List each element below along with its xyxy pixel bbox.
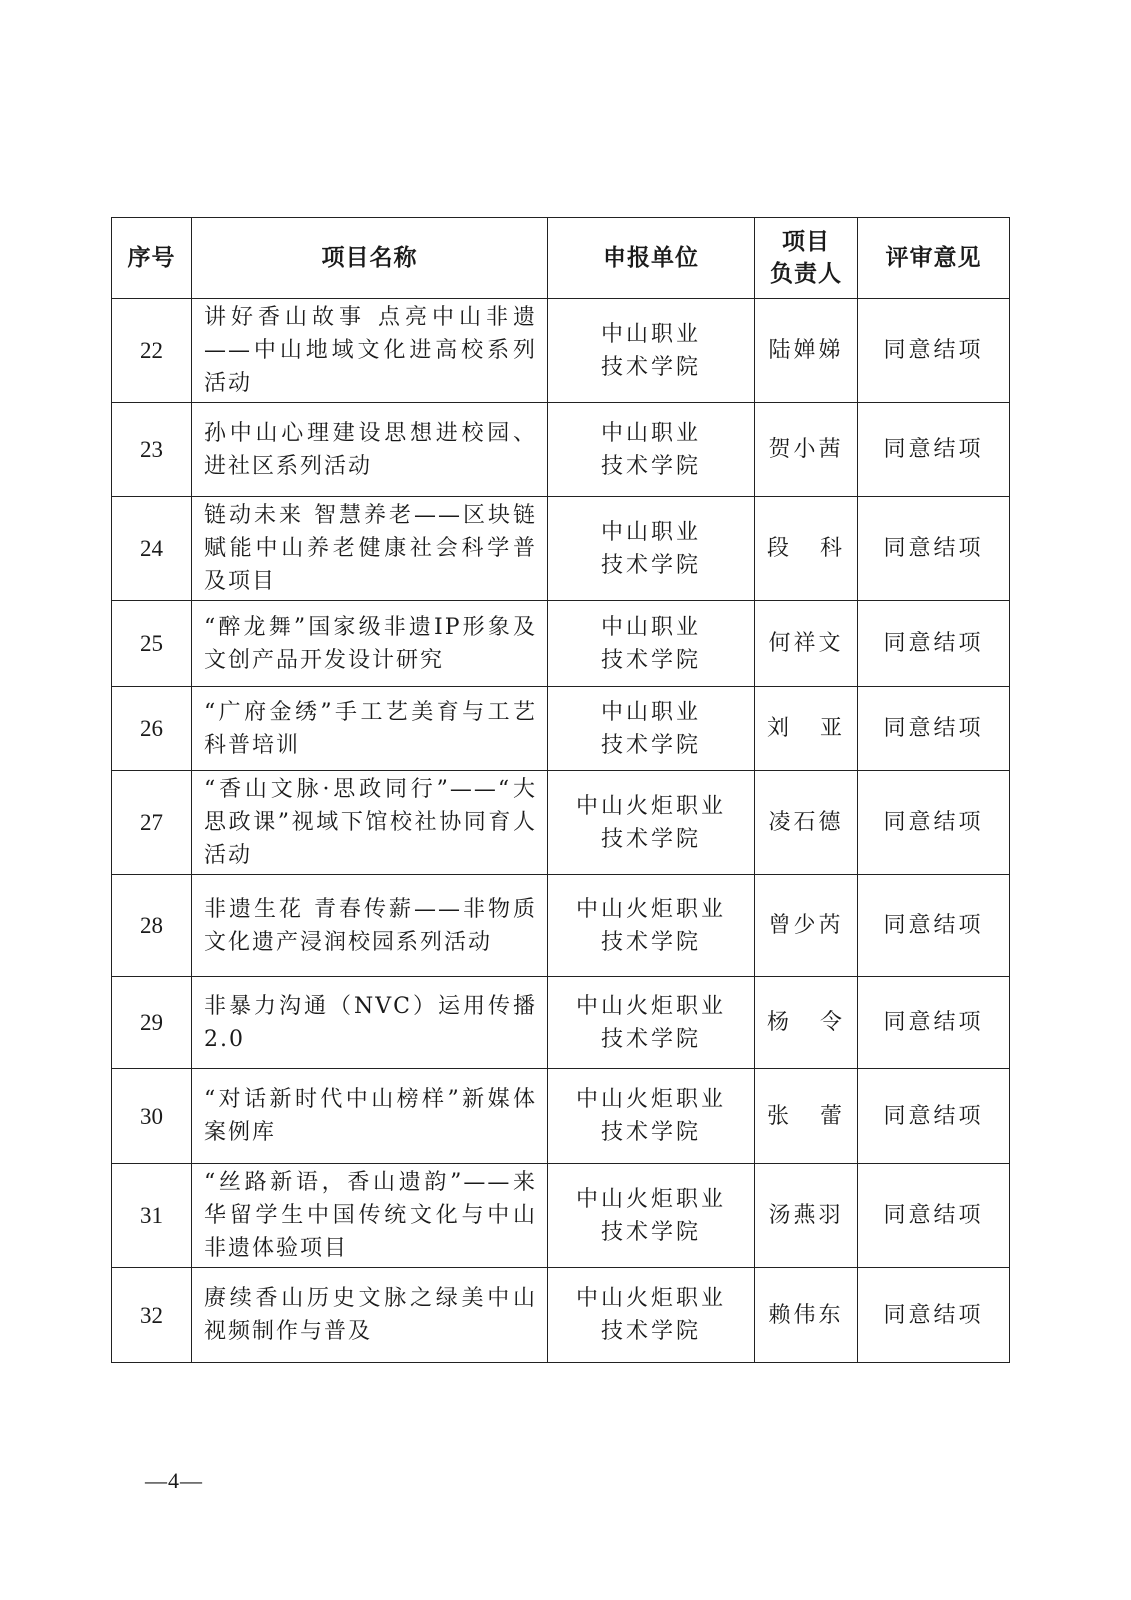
project-review-table — [111, 217, 1010, 1363]
row-lead: 凌石德 — [755, 771, 858, 875]
row-seq: 29 — [112, 977, 192, 1069]
table-row — [112, 687, 1010, 771]
row-unit-line2: 技术学院 — [600, 1026, 701, 1052]
row-lead: 曾少芮 — [755, 875, 858, 977]
table-row — [112, 771, 1010, 875]
row-seq: 28 — [112, 875, 192, 977]
table-row — [112, 497, 1010, 601]
row-lead: 何祥文 — [755, 601, 858, 687]
table-row — [112, 1268, 1010, 1363]
row-seq: 31 — [112, 1164, 192, 1268]
row-project-name: 讲好香山故事 点亮中山非遗——中山地域文化进高校系列活动 — [192, 299, 548, 403]
header-seq: 序号 — [112, 218, 192, 299]
row-unit-line1: 中山火炬职业 — [575, 1087, 726, 1112]
row-unit — [548, 601, 755, 687]
row-lead: 汤燕羽 — [755, 1164, 858, 1268]
row-lead: 赖伟东 — [755, 1268, 858, 1363]
row-project-name: “醉龙舞”国家级非遗IP形象及文创产品开发设计研究 — [192, 601, 548, 687]
row-unit-line1: 中山职业 — [600, 699, 701, 725]
row-unit — [548, 875, 755, 977]
row-lead: 杨 令 — [755, 977, 858, 1069]
row-unit — [548, 771, 755, 875]
page-number: —4— — [145, 1468, 203, 1493]
row-opinion: 同意结项 — [858, 1268, 1010, 1363]
row-unit-line1: 中山火炬职业 — [575, 993, 726, 1019]
row-unit — [548, 1268, 755, 1363]
header-lead — [755, 218, 858, 299]
row-opinion: 同意结项 — [858, 1164, 1010, 1268]
row-lead: 贺小茜 — [755, 403, 858, 497]
header-lead-line1: 项目 — [782, 229, 830, 255]
row-lead: 段 科 — [755, 497, 858, 601]
row-unit-line1: 中山职业 — [600, 519, 701, 545]
row-unit — [548, 403, 755, 497]
row-unit-line1: 中山火炬职业 — [575, 1286, 726, 1311]
row-seq: 23 — [112, 403, 192, 497]
table-row — [112, 1164, 1010, 1268]
row-opinion: 同意结项 — [858, 1069, 1010, 1164]
row-seq: 30 — [112, 1069, 192, 1164]
row-unit-line2: 技术学院 — [600, 1219, 701, 1245]
row-unit-line1: 中山职业 — [600, 614, 701, 640]
row-project-name: “对话新时代中山榜样”新媒体案例库 — [192, 1069, 548, 1164]
row-project-name: 链动未来 智慧养老——区块链赋能中山养老健康社会科学普及项目 — [192, 497, 548, 601]
table-row — [112, 299, 1010, 403]
row-unit — [548, 299, 755, 403]
row-unit-line2: 技术学院 — [600, 1120, 701, 1145]
row-project-name: 赓续香山历史文脉之绿美中山视频制作与普及 — [192, 1268, 548, 1363]
row-unit — [548, 1069, 755, 1164]
row-unit — [548, 687, 755, 771]
row-lead: 陆婵娣 — [755, 299, 858, 403]
row-unit-line1: 中山职业 — [600, 420, 701, 446]
row-lead: 张 蕾 — [755, 1069, 858, 1164]
row-unit — [548, 1164, 755, 1268]
row-opinion: 同意结项 — [858, 875, 1010, 977]
row-opinion: 同意结项 — [858, 977, 1010, 1069]
row-opinion: 同意结项 — [858, 687, 1010, 771]
row-project-name: “香山文脉·思政同行”——“大思政课”视域下馆校社协同育人活动 — [192, 771, 548, 875]
table-row — [112, 1069, 1010, 1164]
header-unit: 申报单位 — [548, 218, 755, 299]
row-unit-line2: 技术学院 — [600, 1319, 701, 1344]
row-seq: 32 — [112, 1268, 192, 1363]
table-row — [112, 403, 1010, 497]
row-seq: 22 — [112, 299, 192, 403]
row-unit-line2: 技术学院 — [600, 647, 701, 673]
row-seq: 26 — [112, 687, 192, 771]
row-opinion: 同意结项 — [858, 771, 1010, 875]
row-unit-line2: 技术学院 — [600, 732, 701, 758]
table-row — [112, 977, 1010, 1069]
row-project-name: 非暴力沟通（NVC）运用传播2.0 — [192, 977, 548, 1069]
row-project-name: 非遗生花 青春传薪——非物质文化遗产浸润校园系列活动 — [192, 875, 548, 977]
row-unit-line1: 中山职业 — [600, 321, 701, 347]
row-unit-line1: 中山火炬职业 — [575, 896, 726, 922]
row-unit-line2: 技术学院 — [600, 929, 701, 955]
header-name: 项目名称 — [192, 218, 548, 299]
row-unit-line1: 中山火炬职业 — [575, 1186, 726, 1212]
row-opinion: 同意结项 — [858, 403, 1010, 497]
row-unit-line2: 技术学院 — [600, 453, 701, 479]
row-unit-line2: 技术学院 — [600, 354, 701, 380]
row-unit-line2: 技术学院 — [600, 826, 701, 852]
row-project-name: “广府金绣”手工艺美育与工艺科普培训 — [192, 687, 548, 771]
row-unit — [548, 977, 755, 1069]
row-unit-line1: 中山火炬职业 — [575, 793, 726, 819]
row-unit-line2: 技术学院 — [600, 552, 701, 578]
row-lead: 刘 亚 — [755, 687, 858, 771]
table-row — [112, 601, 1010, 687]
row-opinion: 同意结项 — [858, 601, 1010, 687]
row-unit — [548, 497, 755, 601]
table-row — [112, 875, 1010, 977]
row-seq: 25 — [112, 601, 192, 687]
table-header-row — [112, 218, 1010, 299]
row-project-name: 孙中山心理建设思想进校园、进社区系列活动 — [192, 403, 548, 497]
row-seq: 27 — [112, 771, 192, 875]
header-lead-line2: 负责人 — [770, 261, 842, 287]
row-seq: 24 — [112, 497, 192, 601]
row-opinion: 同意结项 — [858, 497, 1010, 601]
row-opinion: 同意结项 — [858, 299, 1010, 403]
row-project-name: “丝路新语，香山遗韵”——来华留学生中国传统文化与中山非遗体验项目 — [192, 1164, 548, 1268]
header-opinion: 评审意见 — [858, 218, 1010, 299]
